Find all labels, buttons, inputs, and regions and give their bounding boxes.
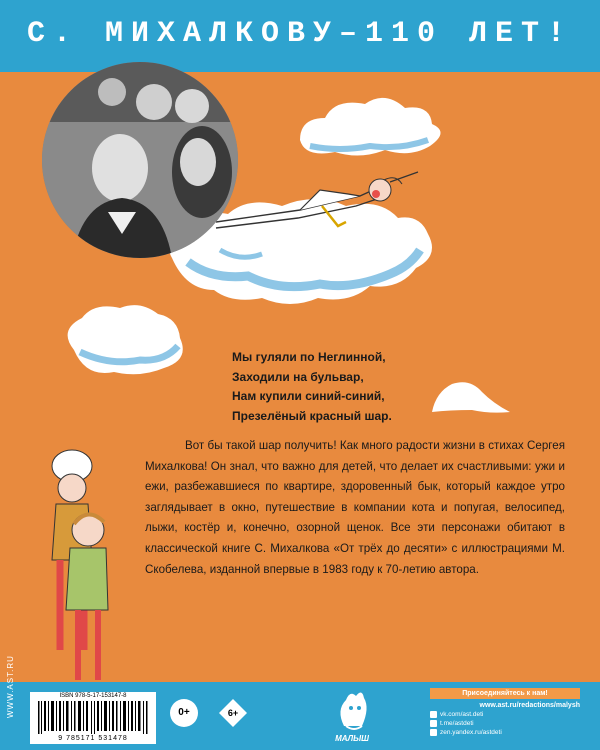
barcode-bars [38,701,148,734]
cloud-middle-left [68,305,183,374]
social-header: Присоединяйтесь к нам! [430,688,580,699]
author-photo [42,62,238,258]
isbn-barcode [30,692,156,744]
age-rating-badge: 0+ [170,699,198,727]
social-link-label: t.me/astdeti [440,720,474,728]
age-mark-label: 6+ [227,708,239,718]
book-description: Вот бы такой шар получить! Как много радости жизни в стихах Сергея Михалкова! Он знал, что важно для детей, что делает их счастливыми: ужи и ежи, разбежавшиеся по квартире, здоровенный бык, который каждое утро заглядывает в окно, путешествие в компании кота и попугая, велосипед, лыжи, костёр и, конечно, озорной щенок. Все эти персонажи обитают в классической книге С. Михалкова «От трёх до десяти» с иллюстрациями М. Скобелева, изданной впервые в 1983 году к 70-летию автора. [145,439,565,576]
vk-icon [430,711,437,718]
isbn-text: ISBN 978-5-17-153147-8 [59,693,127,699]
barcode-number: 9 785171 531478 [58,735,128,742]
social-link-zen[interactable] [430,729,580,736]
photo-image [42,62,238,258]
publisher-name: МАЛЫШ [335,734,369,743]
poem-quote [232,348,392,426]
zen-icon [430,729,437,736]
anniversary-title: С. МИХАЛКОВУ–110 ЛЕТ! [26,17,574,51]
children-illustration [52,450,108,680]
social-links-block [430,688,580,737]
publisher-site-link[interactable]: www.ast.ru/redactions/malysh [479,702,580,709]
balloon-shape [432,382,510,412]
poem-line: Нам купили синий-синий, [232,389,385,403]
social-link-label: vk.com/ast.deti [440,711,484,719]
vertical-site-url: WWW.AST.RU [6,655,15,718]
poem-line: Заходили на бульвар, [232,369,364,384]
social-link-label: zen.yandex.ru/astdeti [440,729,502,737]
social-link-vk[interactable] [430,711,580,718]
cloud-top-right [300,98,441,156]
telegram-icon [430,720,437,727]
poem-line: Презелёный красный шар. [232,408,392,423]
poem-line: Мы гуляли по Неглинной, [232,350,386,364]
social-link-telegram[interactable] [430,720,580,727]
